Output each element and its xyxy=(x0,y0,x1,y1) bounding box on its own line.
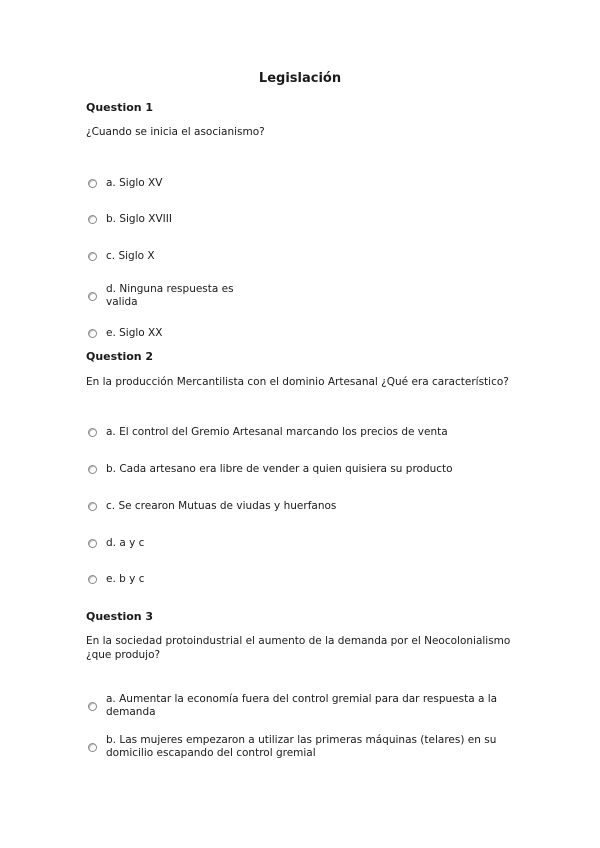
option-label: d. Ninguna respuesta es valida xyxy=(106,283,234,308)
radio-button[interactable] xyxy=(88,215,97,224)
question-1-option-c[interactable] xyxy=(88,250,155,263)
option-label: b. Siglo XVIII xyxy=(106,213,172,225)
option-label: a. El control del Gremio Artesanal marcando los precios de venta xyxy=(106,426,448,438)
radio-button[interactable] xyxy=(88,179,97,188)
question-1-option-d[interactable] xyxy=(88,283,241,309)
question-3-option-b[interactable] xyxy=(88,734,501,760)
question-1-option-e[interactable] xyxy=(88,327,162,340)
option-label: c. Siglo X xyxy=(106,250,155,262)
question-2-option-c[interactable] xyxy=(88,500,336,513)
question-2-option-e[interactable] xyxy=(88,573,144,586)
option-label: d. a y c xyxy=(106,537,145,549)
question-3-option-a[interactable] xyxy=(88,693,501,719)
question-2-option-b[interactable] xyxy=(88,463,453,476)
option-label: b. Cada artesano era libre de vender a quien quisiera su producto xyxy=(106,463,453,475)
question-2-option-d[interactable] xyxy=(88,537,144,550)
question-1-option-b[interactable] xyxy=(88,213,172,226)
radio-button[interactable] xyxy=(88,329,97,338)
question-3-text: En la sociedad protoindustrial el aumento de la demanda por el Neocolonialismo ¿que produjo? xyxy=(86,635,511,661)
radio-button[interactable] xyxy=(88,252,97,261)
radio-button[interactable] xyxy=(88,428,97,437)
radio-button[interactable] xyxy=(88,292,97,301)
option-label: e. b y c xyxy=(106,573,145,585)
question-1-option-a[interactable] xyxy=(88,177,162,190)
radio-button[interactable] xyxy=(88,702,97,711)
radio-button[interactable] xyxy=(88,502,97,511)
radio-button[interactable] xyxy=(88,465,97,474)
option-label: b. Las mujeres empezaron a utilizar las primeras máquinas (telares) en su domicilio escapando del control gremial xyxy=(106,734,497,759)
radio-button[interactable] xyxy=(88,539,97,548)
option-label: c. Se crearon Mutuas de viudas y huerfanos xyxy=(106,500,337,512)
question-2-option-a[interactable] xyxy=(88,426,448,439)
option-label: e. Siglo XX xyxy=(106,327,163,339)
option-label: a. Aumentar la economía fuera del control gremial para dar respuesta a la demanda xyxy=(106,693,498,718)
page-title: Legislación xyxy=(258,71,342,86)
radio-button[interactable] xyxy=(88,575,97,584)
radio-button[interactable] xyxy=(88,743,97,752)
question-1-text: ¿Cuando se inicia el asocianismo? xyxy=(86,126,265,138)
question-2-label: Question 2 xyxy=(86,350,154,363)
option-label: a. Siglo XV xyxy=(106,177,163,189)
question-3-label: Question 3 xyxy=(86,610,154,623)
question-2-text: En la producción Mercantilista con el dominio Artesanal ¿Qué era característico? xyxy=(86,376,509,388)
question-1-label: Question 1 xyxy=(86,101,154,114)
